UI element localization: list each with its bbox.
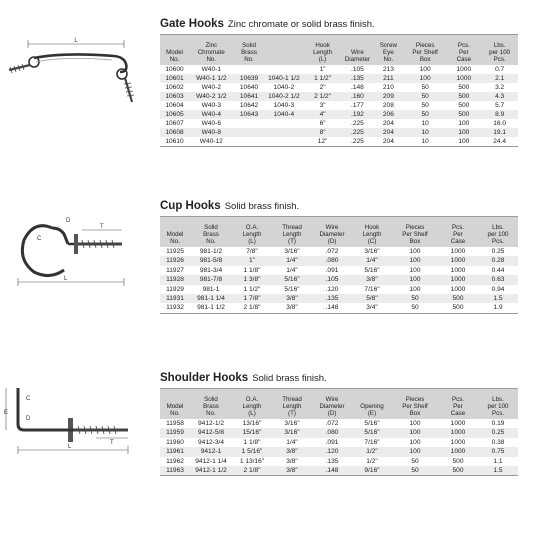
- table-cell: W40-1 1/2: [196, 75, 227, 82]
- table-cell: 1.1: [493, 457, 503, 465]
- gate-hooks-title: [160, 18, 375, 30]
- table-cell: 1.5: [493, 294, 503, 302]
- table-cell: 2 1/8": [243, 466, 261, 474]
- table-cell: 1000: [456, 66, 472, 73]
- table-cell: 5/16": [364, 266, 380, 274]
- table-cell: 0.25: [491, 248, 505, 255]
- table-cell: [234, 65, 265, 74]
- column-header: Pcs. Per Case: [456, 42, 472, 63]
- table-cell: W40-12: [199, 138, 223, 145]
- table-cell: 50: [411, 466, 419, 474]
- table-cell: 1/2": [366, 448, 378, 456]
- table-cell: 1 5/16": [241, 448, 263, 456]
- table-cell: .105: [325, 276, 339, 284]
- table-cell: 9/16": [364, 466, 380, 474]
- table-cell: 981-3/4: [199, 266, 223, 274]
- column-header: Screw Eye No.: [379, 42, 397, 63]
- column-header: Lbs. per 100 Pcs.: [489, 42, 511, 63]
- table-cell: 211: [383, 75, 394, 82]
- column-header: Wire Diameter (D): [319, 224, 345, 245]
- table-cell: 1 1/2": [314, 75, 332, 82]
- table-cell: 100: [419, 75, 431, 82]
- table-header: [160, 35, 518, 65]
- table-cell: W40-1: [201, 66, 221, 73]
- table-cell: W40-3: [201, 102, 221, 109]
- table-cell: 0.44: [491, 266, 505, 274]
- column-header: Wire Diameter (D): [319, 396, 345, 417]
- table-row: [160, 294, 518, 303]
- table-row: [160, 74, 518, 83]
- table-row: [160, 428, 518, 437]
- table-cell: 3/4": [366, 304, 378, 312]
- cup-l-label: L: [64, 276, 68, 282]
- table-cell: [234, 137, 265, 146]
- table-cell: 10641: [239, 93, 259, 100]
- table-cell: [234, 119, 265, 128]
- table-cell: .080: [325, 429, 339, 437]
- table-cell: 204: [382, 120, 394, 127]
- cup-title-text: Cup Hooks: [160, 200, 221, 212]
- table-cell: .120: [325, 285, 339, 293]
- table-cell: 3/8": [286, 294, 298, 302]
- table-cell: 5/16": [364, 420, 380, 427]
- table-cell: .135: [350, 75, 364, 82]
- table-cell: 10642: [239, 102, 259, 109]
- column-header: Model No.: [166, 231, 184, 245]
- table-cell: 5/16": [364, 429, 380, 437]
- table-cell: 3/16": [364, 248, 380, 255]
- table-cell: 13/16": [242, 420, 262, 427]
- table-cell: .192: [350, 111, 364, 118]
- table-cell: 500: [458, 102, 470, 109]
- table-cell: 6": [319, 120, 326, 127]
- table-cell: 100: [409, 438, 421, 446]
- table-cell: 209: [382, 93, 394, 100]
- table-cell: W40-6: [201, 120, 221, 127]
- column-header: Pieces Per Shelf Box: [402, 224, 428, 245]
- table-cell: 0.19: [491, 420, 505, 427]
- table-cell: 981-1 1/2: [197, 304, 225, 312]
- table-cell: 10640: [239, 84, 259, 91]
- table-cell: 1000: [450, 266, 466, 274]
- table-cell: 7/16": [364, 285, 380, 293]
- table-cell: 100: [458, 138, 470, 145]
- table-cell: 981-1/2: [199, 248, 223, 255]
- table-cell: [265, 137, 304, 146]
- table-row: [160, 285, 518, 294]
- table-cell: 5.7: [495, 102, 505, 109]
- table-cell: 1.9: [493, 304, 503, 312]
- table-cell: 10602: [165, 84, 184, 91]
- table-cell: [265, 65, 304, 74]
- table-cell: 50: [411, 304, 419, 312]
- cup-hook-diagram: [4, 200, 154, 290]
- table-cell: 7/16": [364, 438, 380, 446]
- shoulder-hooks-table: [160, 388, 518, 476]
- table-cell: 500: [452, 466, 464, 474]
- table-row: [160, 457, 518, 466]
- table-cell: 1": [248, 257, 255, 265]
- table-cell: 1": [319, 66, 326, 73]
- table-cell: 10639: [239, 75, 259, 82]
- table-cell: [265, 128, 304, 137]
- table-row: [160, 247, 518, 256]
- column-header: Hook Length (C): [362, 224, 382, 245]
- column-header: Model No.: [166, 49, 183, 63]
- table-cell: 1/4": [286, 257, 298, 265]
- table-cell: 1 1/8": [243, 438, 261, 446]
- shoulder-hook-diagram: [2, 384, 152, 484]
- table-cell: 11928: [166, 276, 184, 284]
- table-cell: 1040-2 1/2: [268, 93, 300, 100]
- shoulder-d-label: D: [26, 416, 31, 422]
- table-cell: 100: [409, 257, 421, 265]
- column-header: O.A. Length (L): [242, 396, 262, 417]
- table-cell: 500: [458, 93, 470, 100]
- table-cell: 10608: [165, 129, 184, 136]
- table-cell: 1000: [450, 276, 466, 284]
- table-cell: 1/4": [286, 266, 298, 274]
- table-cell: 24.4: [493, 138, 507, 145]
- table-cell: 8.9: [495, 111, 505, 118]
- table-cell: 10604: [165, 102, 184, 109]
- column-header: Solid Brass No.: [203, 224, 219, 245]
- table-cell: W40-2 1/2: [196, 93, 227, 100]
- table-row: [160, 275, 518, 284]
- table-cell: 1 1/8": [243, 266, 261, 274]
- table-cell: 11961: [166, 448, 184, 456]
- table-cell: 1000: [450, 420, 466, 427]
- table-cell: 1040-4: [273, 111, 295, 118]
- table-cell: 1 7/8": [243, 294, 261, 302]
- table-cell: 981-1 1/4: [197, 294, 225, 302]
- table-cell: 11932: [166, 304, 184, 312]
- table-cell: 1040-2: [273, 84, 295, 91]
- table-cell: 100: [419, 66, 431, 73]
- table-cell: .225: [350, 129, 364, 136]
- table-cell: 10: [421, 120, 429, 127]
- table-cell: 0.38: [491, 438, 505, 446]
- table-cell: 50: [411, 457, 419, 465]
- table-row: [160, 303, 518, 312]
- column-header: Lbs. per 100 Pcs.: [487, 396, 509, 417]
- table-cell: 15/16": [242, 429, 262, 437]
- table-cell: 204: [382, 129, 394, 136]
- table-cell: 1000: [450, 429, 466, 437]
- table-cell: 11929: [166, 285, 184, 293]
- table-cell: 1/4": [286, 438, 298, 446]
- table-cell: 1 13/16": [239, 457, 265, 465]
- table-cell: 500: [458, 111, 470, 118]
- table-cell: .160: [350, 93, 364, 100]
- table-cell: 11931: [166, 294, 184, 302]
- table-cell: 5/16": [284, 276, 300, 284]
- column-header: Thread Length (T): [282, 224, 302, 245]
- table-cell: 204: [382, 138, 394, 145]
- table-cell: 1040-3: [273, 102, 295, 109]
- table-cell: .225: [350, 120, 364, 127]
- table-cell: 50: [421, 84, 429, 91]
- cup-hooks-table: [160, 216, 518, 314]
- table-cell: [234, 128, 265, 137]
- table-cell: .120: [325, 448, 339, 456]
- table-cell: W40-4: [201, 111, 221, 118]
- column-header: Pcs. Per Case: [450, 224, 466, 245]
- column-header: Lbs. per 100 Pcs.: [487, 224, 509, 245]
- column-header: Opening (E): [360, 403, 384, 417]
- column-header: Pieces Per Shelf Box: [412, 42, 438, 63]
- table-cell: 981-5/8: [199, 257, 223, 265]
- shoulder-c-label: C: [26, 396, 31, 402]
- table-cell: 981-1: [202, 285, 220, 293]
- table-cell: 10: [421, 129, 429, 136]
- table-cell: 1000: [450, 257, 466, 265]
- table-cell: 11959: [166, 429, 184, 437]
- cup-hooks-title: [160, 200, 299, 212]
- table-cell: 3/8": [366, 276, 378, 284]
- table-cell: 11927: [166, 266, 184, 274]
- shoulder-e-label: E: [4, 410, 9, 416]
- column-header: Wire Diameter: [344, 49, 370, 63]
- table-cell: .225: [350, 138, 364, 145]
- table-cell: 19.1: [493, 129, 507, 136]
- table-row: [160, 65, 518, 74]
- table-header: [160, 217, 518, 247]
- table-cell: 1000: [450, 285, 466, 293]
- table-cell: 11962: [166, 457, 184, 465]
- table-row: [160, 128, 518, 137]
- table-cell: .148: [350, 84, 364, 91]
- table-cell: 100: [458, 129, 470, 136]
- table-cell: 213: [382, 66, 394, 73]
- column-header: Solid Brass No.: [203, 396, 219, 417]
- gate-l-label: L: [74, 38, 78, 44]
- table-cell: 10610: [165, 138, 184, 145]
- table-row: [160, 101, 518, 110]
- shoulder-t-label: T: [110, 440, 114, 446]
- table-cell: 10603: [165, 93, 184, 100]
- table-cell: 206: [382, 111, 394, 118]
- table-cell: 100: [409, 448, 421, 456]
- table-cell: 3/8": [286, 457, 298, 465]
- table-cell: 11958: [166, 420, 184, 427]
- table-cell: .091: [325, 266, 339, 274]
- table-cell: 1000: [450, 438, 466, 446]
- table-cell: 500: [452, 304, 464, 312]
- table-cell: 1 1/2": [243, 285, 261, 293]
- table-cell: .135: [325, 294, 339, 302]
- table-cell: 1/2": [366, 457, 378, 465]
- table-cell: 11960: [166, 438, 184, 446]
- table-cell: 10601: [165, 75, 184, 82]
- table-cell: .080: [325, 257, 339, 265]
- table-cell: 4.3: [495, 93, 505, 100]
- table-cell: 10643: [239, 111, 259, 118]
- table-cell: 5/16": [284, 285, 300, 293]
- table-cell: 100: [458, 120, 470, 127]
- table-cell: 2.1: [495, 75, 505, 82]
- table-row: [160, 83, 518, 92]
- table-cell: 100: [409, 248, 421, 255]
- column-header: Solid Brass No.: [241, 42, 257, 63]
- table-cell: 0.63: [491, 276, 505, 284]
- column-header: Model No.: [166, 403, 184, 417]
- column-header: Thread Length (T): [282, 396, 302, 417]
- table-cell: W40-8: [201, 129, 221, 136]
- table-cell: 3": [319, 102, 326, 109]
- table-cell: 11963: [166, 466, 184, 474]
- column-header: Pcs. Per Case: [450, 396, 466, 417]
- table-cell: 500: [452, 294, 464, 302]
- table-cell: 1 3/8": [243, 276, 261, 284]
- table-cell: 8": [319, 129, 326, 136]
- table-header: [160, 389, 518, 419]
- table-cell: 9412-1 1/2: [195, 466, 227, 474]
- shoulder-hooks-title: [160, 372, 327, 384]
- table-cell: 0.75: [491, 448, 505, 456]
- table-cell: 0.25: [491, 429, 505, 437]
- table-cell: 208: [382, 102, 394, 109]
- shoulder-subtitle: Solid brass finish.: [252, 373, 327, 384]
- table-cell: 5/8": [366, 294, 378, 302]
- table-cell: 100: [409, 429, 421, 437]
- table-cell: 10607: [165, 120, 184, 127]
- table-cell: W40-2: [201, 84, 221, 91]
- table-cell: 3/8": [286, 304, 298, 312]
- table-cell: 16.0: [493, 120, 507, 127]
- table-cell: 3.2: [495, 84, 505, 91]
- table-cell: 12": [317, 138, 328, 145]
- table-cell: 3/16": [284, 248, 300, 255]
- table-cell: 1000: [450, 248, 466, 255]
- column-header: O.A. Length (L): [242, 224, 262, 245]
- table-cell: 500: [458, 84, 470, 91]
- table-cell: 50: [421, 111, 429, 118]
- table-row: [160, 466, 518, 475]
- table-row: [160, 119, 518, 128]
- table-cell: 9412-3/4: [197, 438, 225, 446]
- table-cell: 50: [421, 93, 429, 100]
- table-cell: 11925: [166, 248, 184, 255]
- table-cell: 7/8": [246, 248, 258, 255]
- table-cell: 2 1/2": [314, 93, 332, 100]
- table-cell: 9412-5/8: [197, 429, 225, 437]
- table-cell: .105: [350, 66, 364, 73]
- table-row: [160, 92, 518, 101]
- table-cell: 100: [409, 276, 421, 284]
- table-row: [160, 137, 518, 146]
- table-cell: 10600: [165, 66, 184, 73]
- gate-hook-diagram: [4, 32, 144, 112]
- table-cell: 1/4": [366, 257, 378, 265]
- table-cell: 50: [411, 294, 419, 302]
- table-row: [160, 256, 518, 265]
- shoulder-title-text: Shoulder Hooks: [160, 372, 249, 384]
- table-cell: 2 1/8": [243, 304, 261, 312]
- table-cell: 100: [409, 285, 421, 293]
- table-cell: 1000: [456, 75, 472, 82]
- table-cell: 4": [319, 111, 326, 118]
- table-cell: 1040-1 1/2: [268, 75, 300, 82]
- table-cell: .091: [325, 438, 339, 446]
- table-cell: .148: [325, 466, 339, 474]
- table-cell: 10605: [165, 111, 184, 118]
- table-cell: 500: [452, 457, 464, 465]
- table-cell: 3/16": [284, 420, 300, 427]
- table-cell: 210: [382, 84, 394, 91]
- column-header: Zinc Chromate No.: [197, 42, 225, 63]
- table-cell: 9412-1 1/4: [195, 457, 227, 465]
- table-cell: 0.28: [491, 257, 505, 265]
- shoulder-l-label: L: [68, 444, 72, 450]
- table-cell: .135: [325, 457, 339, 465]
- column-header: Pieces Per Shelf Box: [402, 396, 428, 417]
- table-cell: 3/8": [286, 466, 298, 474]
- gate-title-text: Gate Hooks: [160, 18, 224, 30]
- table-cell: 0.7: [495, 66, 505, 73]
- table-cell: 9412-1: [200, 448, 222, 456]
- cup-d-label: D: [66, 218, 71, 224]
- cup-c-label: C: [37, 236, 42, 242]
- table-cell: 100: [409, 420, 421, 427]
- table-row: [160, 266, 518, 275]
- table-cell: 3/16": [284, 429, 300, 437]
- table-cell: .072: [325, 248, 339, 255]
- table-cell: 2": [319, 84, 326, 91]
- column-header: Hook Length (L): [313, 42, 333, 63]
- cup-t-label: T: [100, 224, 104, 230]
- table-cell: 10: [421, 138, 429, 145]
- table-cell: .177: [350, 102, 364, 109]
- table-cell: [265, 119, 304, 128]
- gate-subtitle: Zinc chromate or solid brass finish.: [227, 19, 375, 30]
- table-cell: 50: [421, 102, 429, 109]
- table-cell: 100: [409, 266, 421, 274]
- table-cell: 3/8": [286, 448, 298, 456]
- table-cell: 981-7/8: [199, 276, 223, 284]
- table-cell: .148: [325, 304, 339, 312]
- table-row: [160, 110, 518, 119]
- table-cell: .072: [325, 420, 339, 427]
- table-cell: 0.94: [491, 285, 505, 293]
- table-cell: 11926: [166, 257, 184, 265]
- table-cell: 1000: [450, 448, 466, 456]
- gate-hooks-table: [160, 34, 518, 147]
- table-row: [160, 419, 518, 428]
- table-row: [160, 447, 518, 456]
- table-cell: 1.5: [493, 466, 503, 474]
- table-row: [160, 438, 518, 447]
- cup-subtitle: Solid brass finish.: [224, 201, 300, 212]
- table-cell: 9412-1/2: [197, 420, 225, 427]
